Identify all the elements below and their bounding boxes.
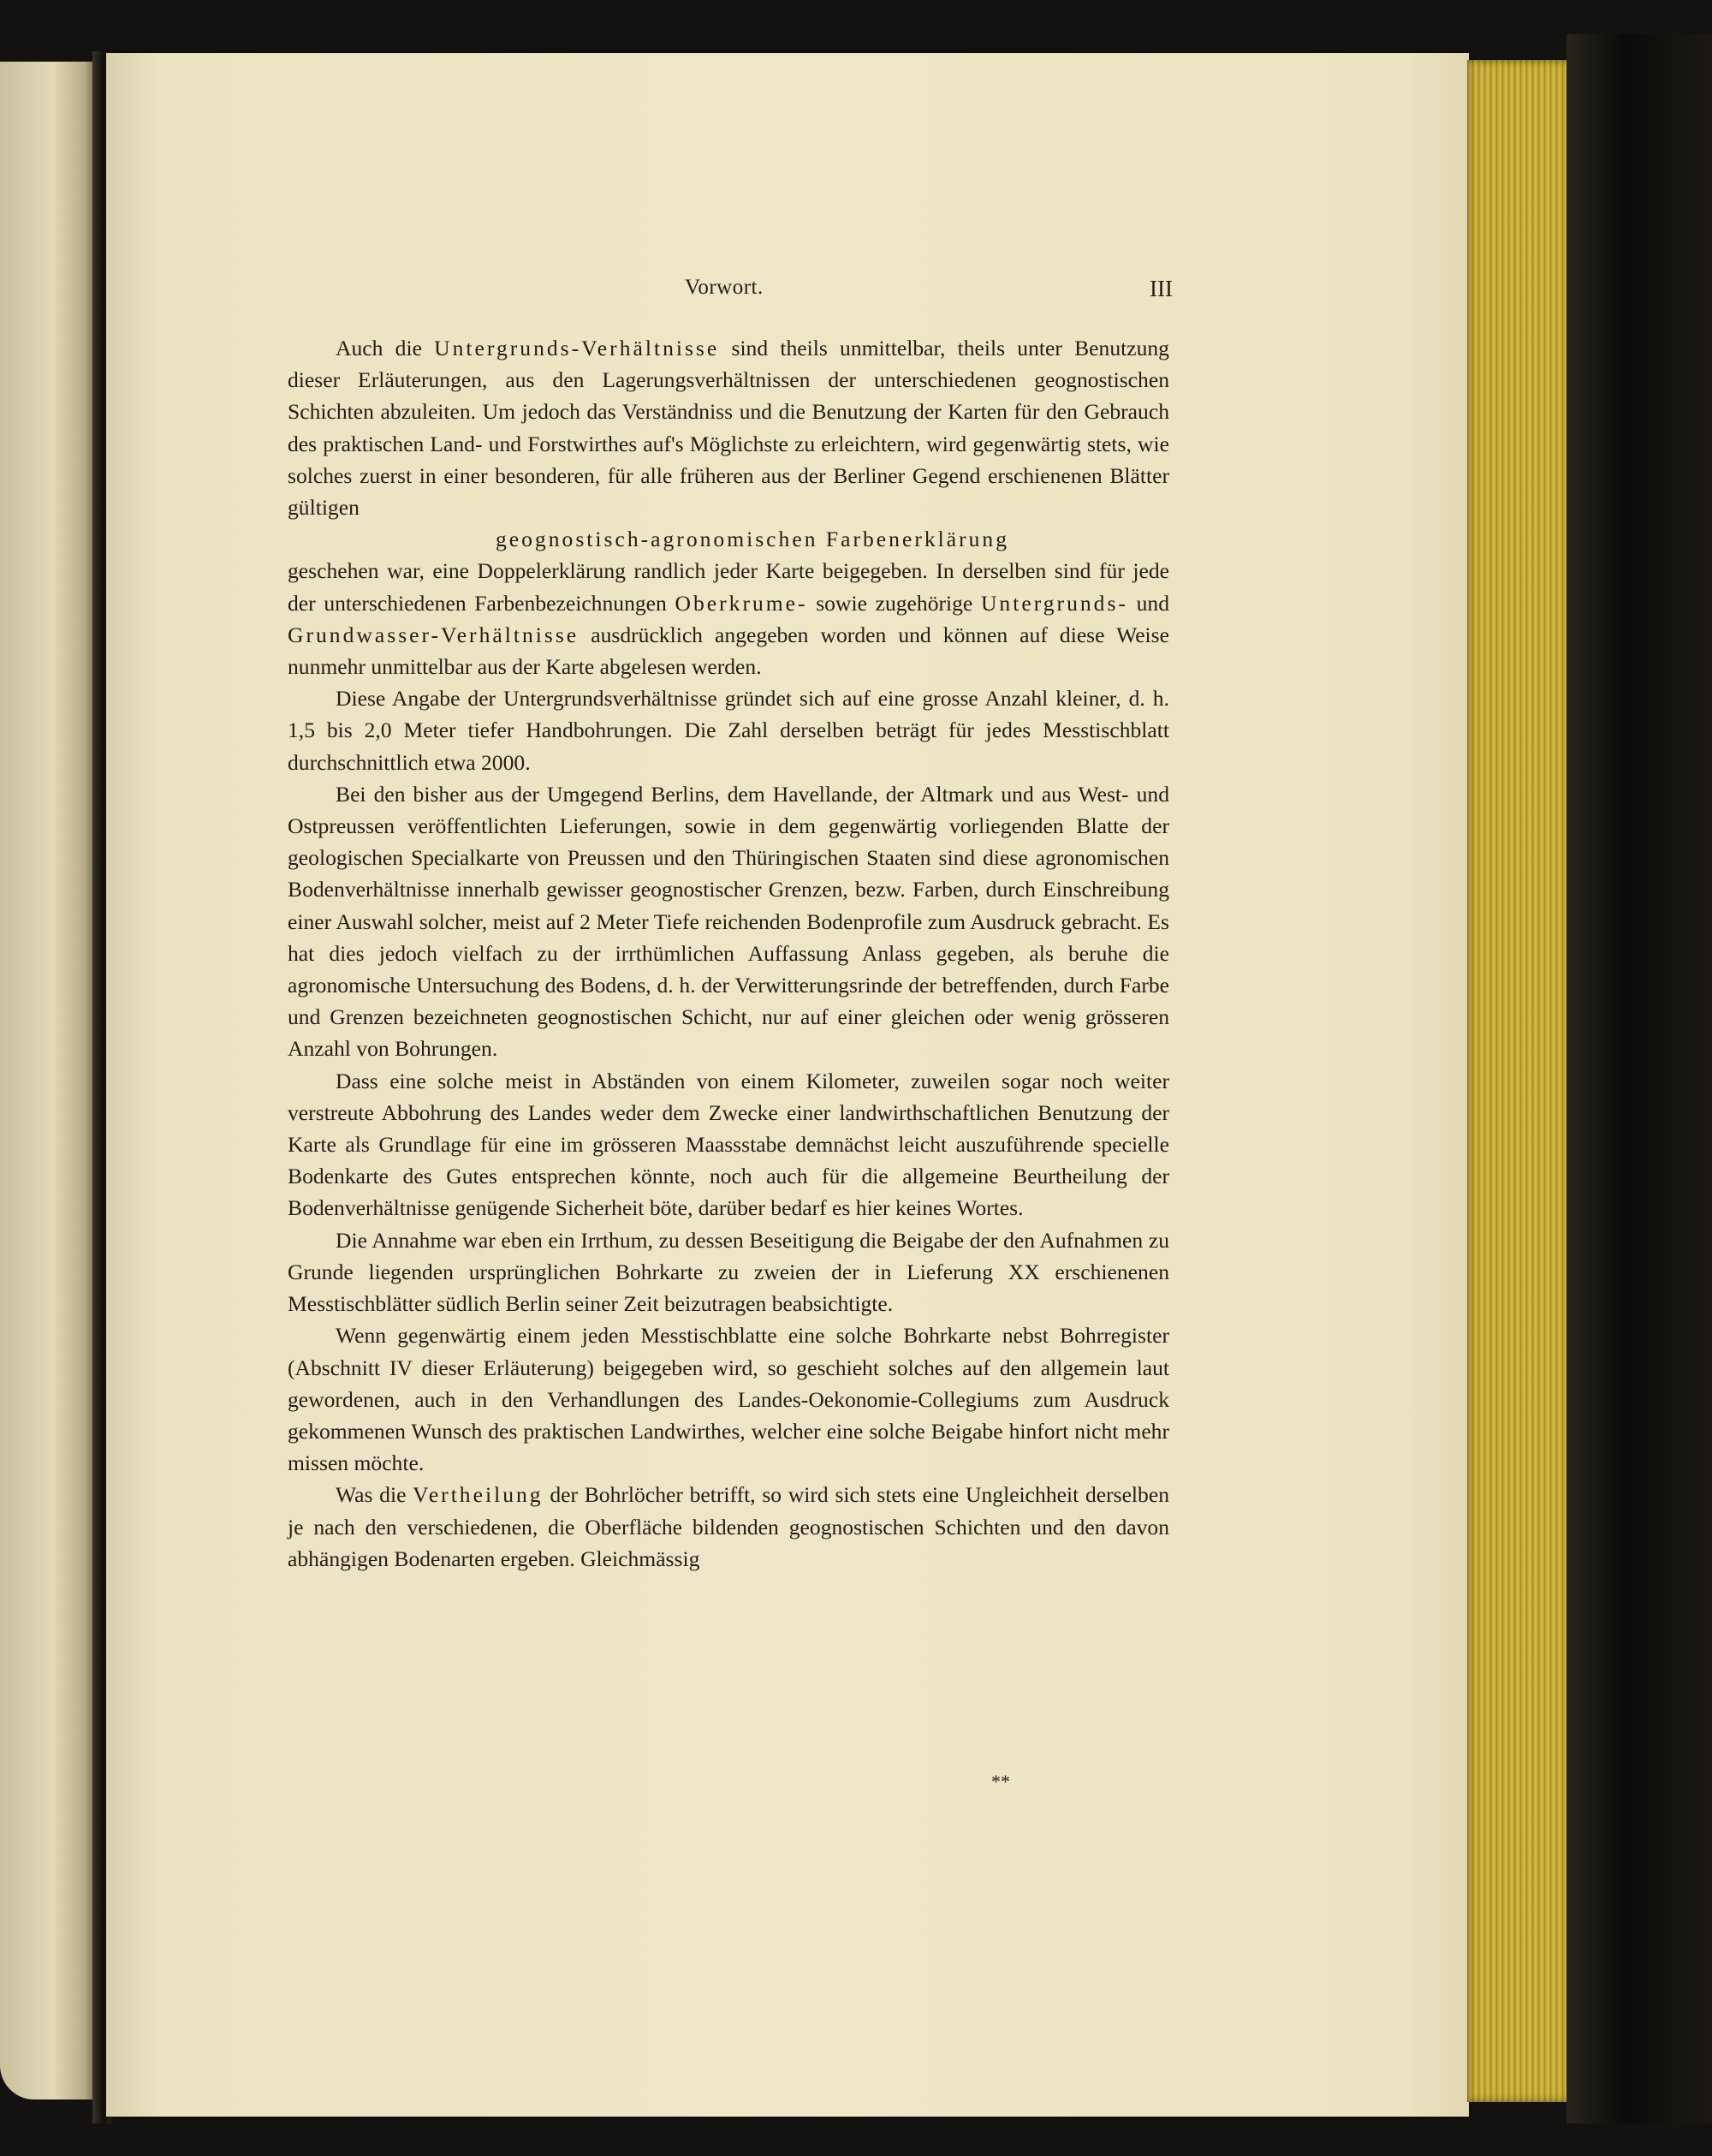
page-block-edge	[1467, 60, 1572, 2102]
paragraph-3: Bei den bisher aus der Umgegend Berlins, dem Havellande, der Altmark und aus West- und Ostpreussen veröffentlichten Lieferungen, sowie in dem gegenwärtig vorliegenden Blatte der geologischen Specialkarte von Preussen und den Thüringischen Staaten sind diese agronomischen Bodenverhältnisse innerhalb gewisser geognostischer Grenzen, bezw. Farben, durch Einschreibung einer Auswahl solcher, meist auf 2 Meter Tiefe reichenden Bodenprofile zum Ausdruck gebracht. Es hat dies jedoch vielfach zu der irrthümlichen Auffassung Anlass gegeben, als beruhe die agronomische Untersuchung des Bodens, d. h. der Verwitterungsrinde der betreffenden, durch Farbe und Grenzen bezeichneten geognostischen Schicht, nur auf einer gleichen oder wenig grösseren Anzahl von Bohrungen.	[288, 781, 1169, 1062]
running-header	[291, 276, 1173, 310]
p7-spaced-vertheilung: Vertheilung	[413, 1482, 544, 1508]
paragraph-2: Diese Angabe der Untergrundsverhältnisse gründet sich auf eine grosse Anzahl kleiner, d. h. 1,5 bis 2,0 Meter tiefer Handbohrungen. Die Zahl derselben beträgt für jedes Messtischblatt durchschnittlich etwa 2000.	[288, 686, 1169, 775]
p1-spaced-untergrunds2: Untergrunds-	[980, 590, 1128, 616]
running-title: Vorwort.	[685, 276, 764, 299]
p1-text-c: sind theils unmittelbar, theils unter Benutzung dieser Erläuterungen, aus den Lagerungsverhältnissen der unterschiedenen geognostischen Schichten abzuleiten. Um jedoch das Verständniss und die Benutzung der Karten für den Gebrauch des praktischen Land- und Forstwirthes auf's Möglichste zu erleichtern, wird gegenwärtig stets, wie solches zuerst in einer besonderen, für alle früheren aus der Berliner Gegend erschienenen Blätter gültigen	[288, 336, 1169, 521]
signature-mark: **	[991, 1771, 1010, 1792]
paragraph-1	[288, 332, 1169, 682]
body-text	[288, 332, 1169, 1575]
p1-text-a: Auch die	[336, 336, 435, 360]
p7-text-c: der Bohrlöcher betrifft, so wird sich stets eine Ungleichheit derselben je nach den verschiedenen, die Oberfläche bildenden geognostischen Schichten und den davon abhängigen Bodenarten ergeben. Gleichmässig	[288, 1482, 1170, 1571]
page-number: III	[1150, 276, 1173, 301]
p1-text-g: sowie zugehörige	[807, 590, 981, 616]
paragraph-4: Dass eine solche meist in Abständen von einem Kilometer, zuweilen sogar noch weiter verstreute Abbohrung des Landes weder dem Zwecke einer landwirthschaftlichen Benutzung der Karte als Grundlage für eine im grösseren Maassstabe demnächst leicht auszuführende specielle Bodenkarte des Gutes entsprechen könnte, noch auch für die allgemeine Beurtheilung der Bodenverhältnisse genügende Sicherheit böte, darüber bedarf es hier keines Wortes.	[288, 1068, 1169, 1221]
p1-spaced-grundwasser: Grundwasser-Verhältnisse	[288, 622, 580, 647]
p1-centered-heading: geognostisch-agronomischen Farbenerklärung	[495, 527, 1010, 552]
p1-text-k: ausdrücklich angegeben worden und können auf diese Weise nunmehr unmittelbar aus der Karte abgelesen werden.	[288, 622, 1169, 680]
paragraph-5: Die Annahme war eben ein Irrthum, zu dessen Beseitigung die Beigabe der den Aufnahmen zu Grunde liegenden ursprünglichen Bohrkarte zu zweien der in Lieferung XX erschienenen Messtischblätter südlich Berlin seiner Zeit beizutragen beabsichtigte.	[288, 1227, 1169, 1317]
left-page-edge	[0, 62, 96, 2099]
p1-spaced-untergrunds: Untergrunds-Verhältnisse	[434, 336, 720, 360]
p1-text-e: geschehen war, eine Doppelerklärung randlich jeder Karte beigegeben. In derselben sind für jede der unterschiedenen Farbenbezeichnungen	[288, 558, 1169, 616]
paragraph-7	[288, 1479, 1169, 1575]
p1-text-i: und	[1127, 590, 1169, 616]
p7-text-a: Was die	[336, 1482, 413, 1508]
paragraph-6: Wenn gegenwärtig einem jeden Messtischblatte eine solche Bohrkarte nebst Bohrregister (Abschnitt IV dieser Erläuterung) beigegeben wird, so geschieht solches auf den allgemein laut gewordenen, auch in den Verhandlungen des Landes-Oekonomie-Collegiums zum Ausdruck gekommenen Wunsch des praktischen Landwirthes, welcher eine solche Beigabe hinfort nicht mehr missen möchte.	[288, 1323, 1169, 1476]
book-cover	[1566, 34, 1712, 2123]
p1-spaced-oberkrume: Oberkrume-	[675, 590, 808, 616]
